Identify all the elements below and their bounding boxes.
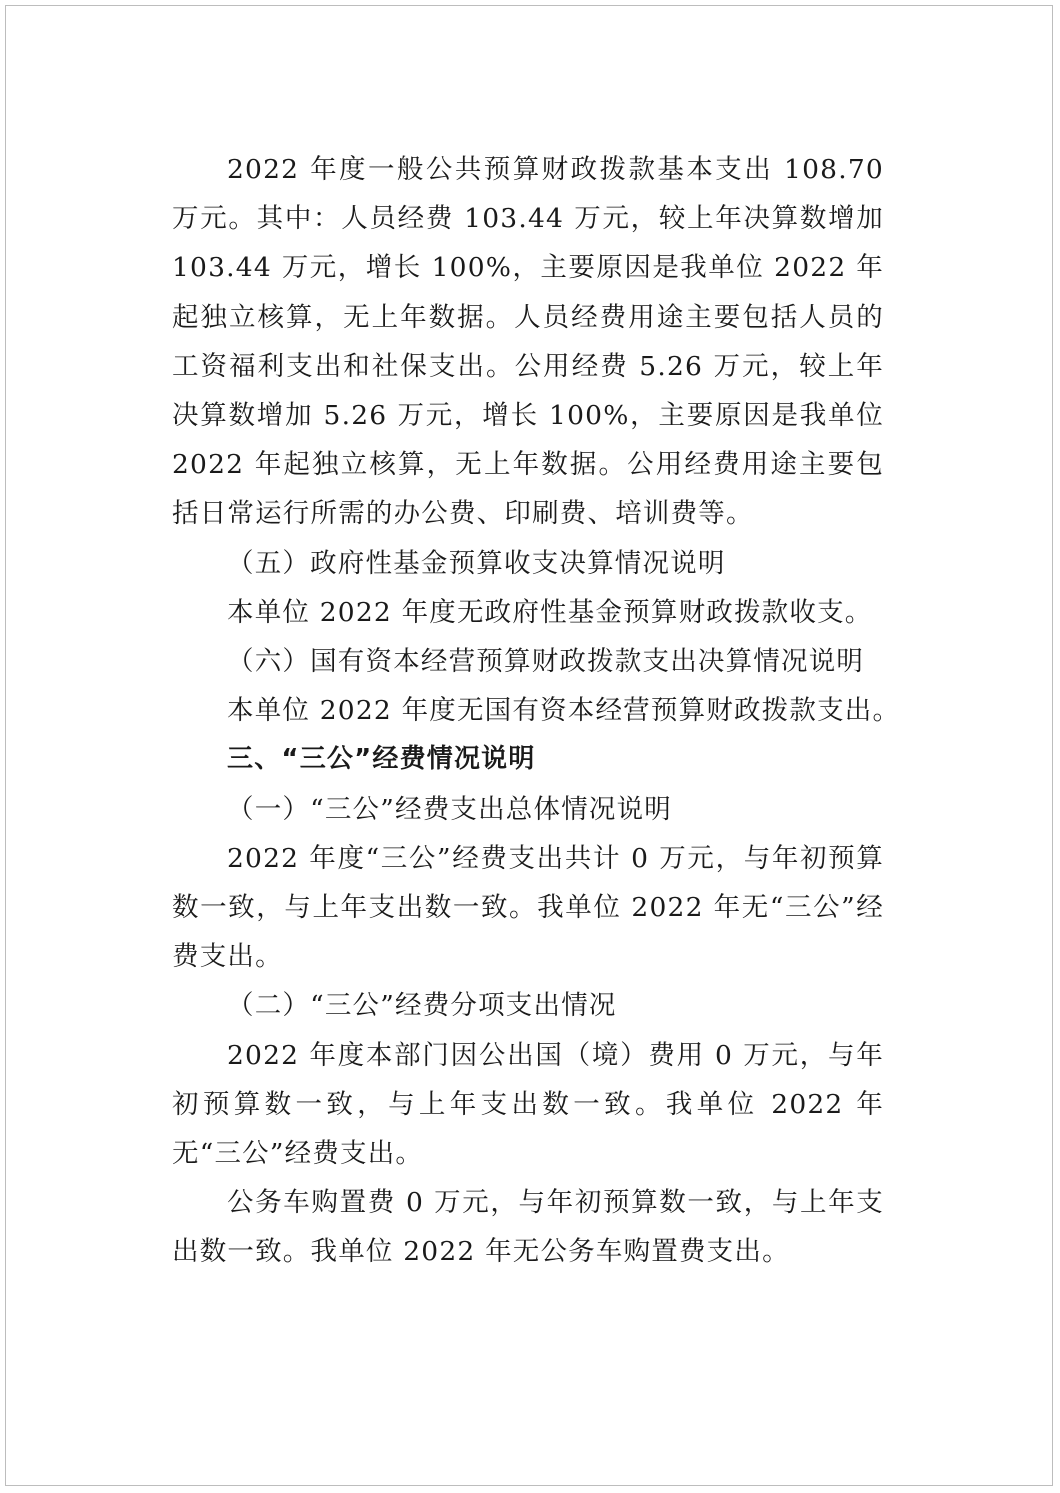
paragraph-three-public-overall: 2022 年度“三公”经费支出共计 0 万元，与年初预算数一致，与上年支出数一致。我单位 2022 年无“三公”经费支出。: [172, 842, 884, 973]
paragraph-overseas-travel: 2022 年度本部门因公出国（境）费用 0 万元，与年初预算数一致，与上年支出数一致。我单位 2022 年无“三公”经费支出。: [172, 1039, 884, 1170]
heading-state-capital: （六）国有资本经营预算财政拨款支出决算情况说明: [227, 646, 865, 678]
paragraph-vehicle-purchase: 公务车购置费 0 万元，与年初预算数一致，与上年支出数一致。我单位 2022 年无公务车购置费支出。: [172, 1187, 884, 1268]
paragraph-basic-expenditure: 2022 年度一般公共预算财政拨款基本支出 108.70 万元。其中：人员经费 103.44 万元，较上年决算数增加 103.44 万元，增长 100%，主要原因是我单位 2022 年起独立核算，无上年数据。人员经费用途主要包括人员的工资福利支出和社保支出。公用经费 5.26 万元，较上年决算数增加 5.26 万元，增长 100%，主要原因是我单位 2022 年起独立核算，无上年数据。公用经费用途主要包括日常运行所需的办公费、印刷费、培训费等。: [172, 154, 884, 530]
paragraph-state-capital: 本单位 2022 年度无国有资本经营预算财政拨款支出。: [227, 695, 901, 727]
heading-government-fund: （五）政府性基金预算收支决算情况说明: [227, 547, 726, 579]
document-body: [172, 145, 901, 1277]
document-page: [5, 5, 1053, 1486]
section-heading-three-public: 三、“三公”经费情况说明: [227, 744, 536, 775]
heading-three-public-overall: （一）“三公”经费支出总体情况说明: [227, 793, 672, 825]
heading-three-public-items: （二）“三公”经费分项支出情况: [227, 990, 617, 1022]
paragraph-government-fund: 本单位 2022 年度无政府性基金预算财政拨款收支。: [227, 596, 873, 628]
